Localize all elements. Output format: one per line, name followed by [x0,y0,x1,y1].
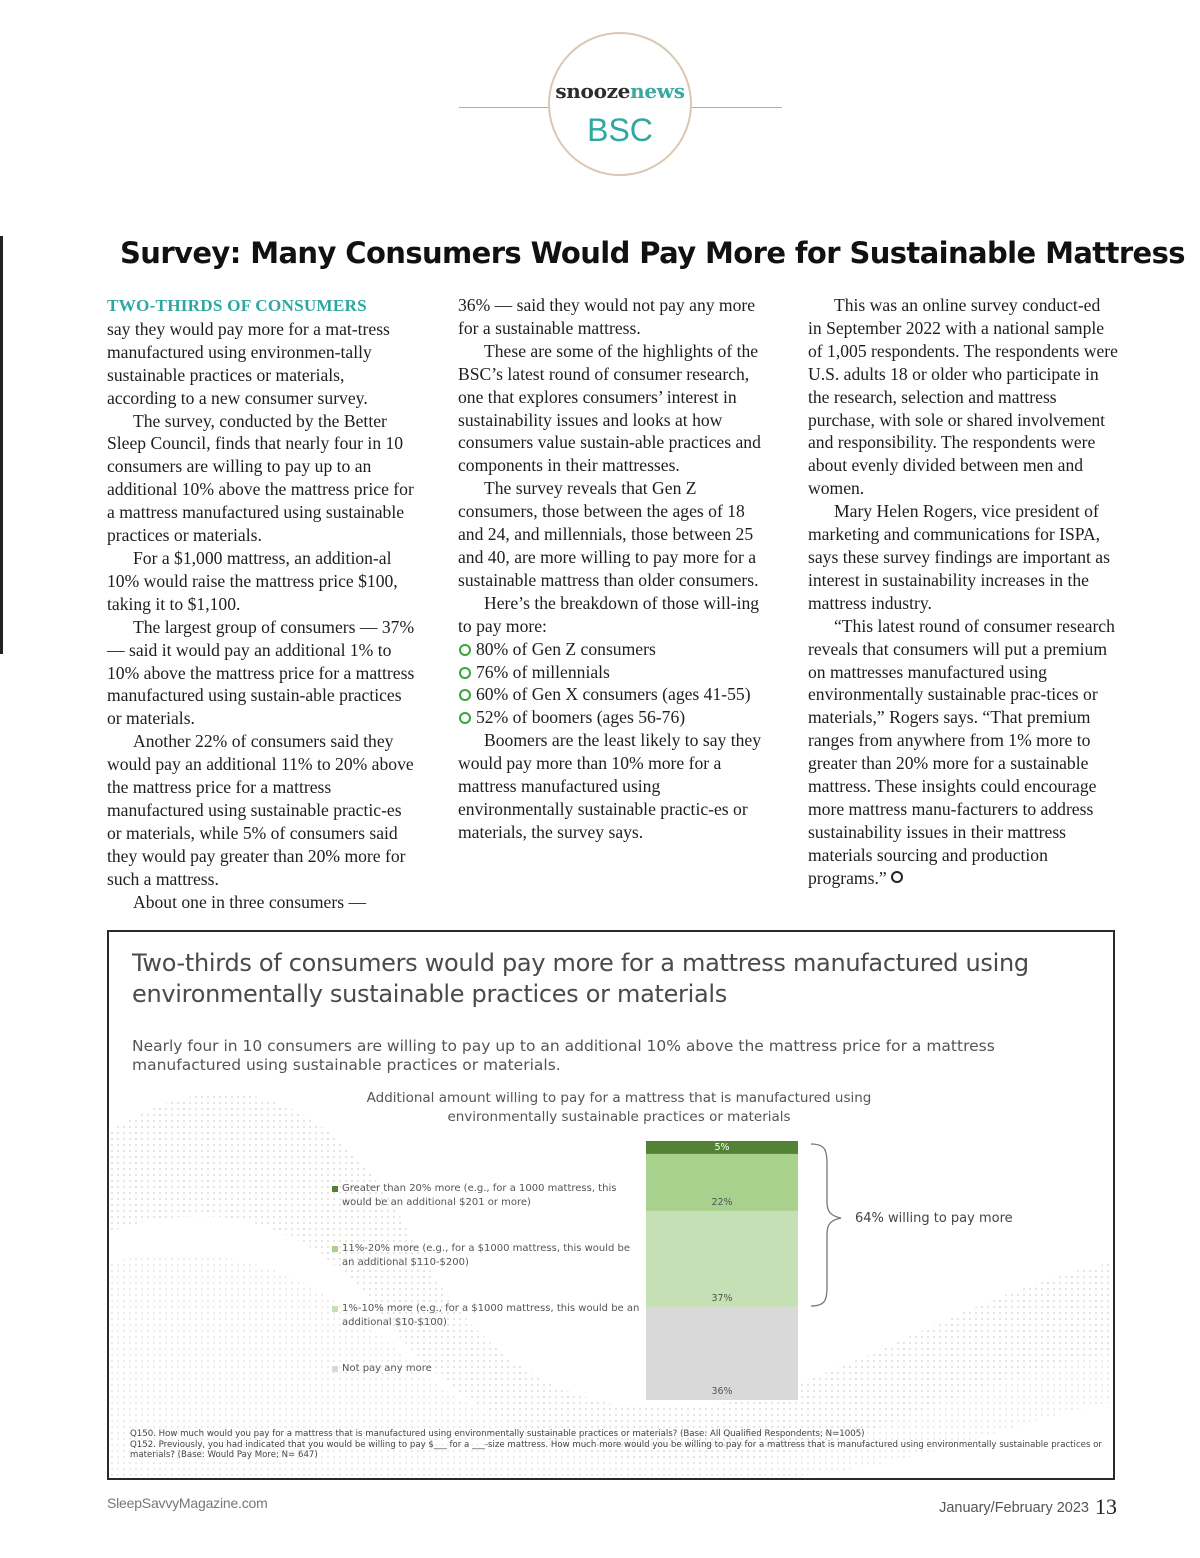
page-number: 13 [1095,1494,1117,1519]
left-margin-rule [0,236,3,654]
paragraph: “This latest round of consumer research reveals that consumers will put a premium on mattresses manufactured using environmentally sustainable prac-tices or materials,” Rogers says. “That premium ranges from anywhere from 1% more to greater than 20% more for a sustainable mattress. These insights could encourage more mattress manu-facturers to address sustainability issues in their mattress materials sourcing and production programs.” [808,615,1115,888]
chart-footnotes [130,1429,1105,1461]
article-headline: Survey: Many Consumers Would Pay More for Sustainable Mattress [120,236,1185,270]
paragraph: TWO-THIRDS OF CONSUMERS say they would pay more for a mat-tress manufactured using environmen-tally sustainable practices or materials, according to a new consumer survey. [107,296,390,408]
list-item: 76% of millennials [458,661,768,684]
paragraph: The survey reveals that Gen Z consumers, those between the ages of 18 and 24, and millennials, those between 25 and 40, are more willing to pay more for a sustainable mattress than older consumers. [458,478,759,590]
end-mark-icon [891,871,903,883]
paragraph: These are some of the highlights of the BSC’s latest round of consumer research, one that explores consumers’ interest in sustainability issues and looks at how consumers value sustain-able practices and components in their mattresses. [458,340,761,476]
paragraph: The largest group of consumers — 37% — said it would pay an additional 1% to 10% above the mattress price for a mattress manufactured using sustain-able practices or materials. [107,616,415,729]
legend-entry-1-10: 1%-10% more (e.g., for a $1000 mattress, this would be an additional $10-$100) [332,1302,642,1330]
paragraph: About one in three consumers — [133,891,367,912]
paragraph: 36% — said they would not pay any more for a sustainable mattress. [458,295,756,338]
segment-value-label: 36% [711,1386,733,1397]
paragraph: Mary Helen Rogers, vice president of marketing and communications for ISPA, says these survey findings are important as interest in sustainability increases in the mattress industry. [808,501,1110,613]
snoozenews-logo [548,32,692,176]
footnote-q152: Q152. Previously, you had indicated that you would be willing to pay $___ for a ___-size mattress. How much more would you be willing to pay for a mattress that is manufactured using environmentally sustainable practices or materials? (Base: Would Pay More; N= 647) [130,1439,1102,1460]
article-column-3 [808,294,1118,890]
paragraph: This was an online survey conduct-ed in September 2022 with a national sample of 1,005 respondents. The respondents were U.S. adults 18 or older who participate in the research, selection and mattress purchase, with sole or shared involvement and responsibility. The respondents were about evenly divided between men and women. [808,295,1118,499]
paragraph: The survey, conducted by the Better Sleep Council, finds that nearly four in 10 consumers are willing to pay up to an additional 10% above the mattress price for a mattress manufactured using sustainable practices or materials. [107,410,414,546]
survey-chart [107,930,1115,1480]
segment-value-label: 37% [711,1292,733,1304]
paragraph: Here’s the breakdown of those will-ing to pay more: [458,592,760,636]
willing-annotation: 64% willing to pay more [855,1211,1013,1226]
logo-wordmark: snoozenews [555,79,685,103]
paragraph: Boomers are the least likely to say they would pay more than 10% more for a mattress manufactured using environmentally sustainable practic-es or materials, the survey says. [458,730,762,842]
logo-badge: BSC [587,112,653,148]
legend-entry-gt20: Greater than 20% more (e.g., for a 1000 mattress, this would be an additional $201 or more) [332,1182,642,1210]
segment-value-label: 5% [714,1142,730,1153]
breakdown-list [458,638,768,730]
list-item: 80% of Gen Z consumers [458,638,768,661]
paragraph: Another 22% of consumers said they would pay an additional 11% to 20% above the mattress price for a mattress manufactured using sustainable practic-es or materials, while 5% of consumers said they would pay greater than 20% more for such a mattress. [107,731,414,889]
list-item: 60% of Gen X consumers (ages 41-55) [458,683,768,706]
chart-title: Additional amount willing to pay for a mattress that is manufactured using environmentally sustainable practices or materials [366,1090,872,1125]
paragraph: For a $1,000 mattress, an addition-al 10% would raise the mattress price $100, taking it to $1,100. [107,547,398,614]
footer-site: SleepSavvyMagazine.com [107,1495,268,1511]
footer-issue: January/February 2023 13 [939,1494,1117,1519]
article-column-2 [458,294,768,844]
chart-headline: Two-thirds of consumers would pay more for a mattress manufactured using environmentally sustainable practices or materials [132,949,1029,1008]
footnote-q150: Q150. How much would you pay for a mattress that is manufactured using environmentally sustainable practices or materials? (Base: All Qualified Respondents; N=1005) [130,1429,865,1439]
list-item: 52% of boomers (ages 56-76) [458,706,768,729]
chart-subtitle: Nearly four in 10 consumers are willing to pay up to an additional 10% above the mattress price for a mattress manufactured using sustainable practices or materials. [132,1037,995,1074]
segment-value-label: 22% [711,1196,733,1208]
legend-entry-11-20: 11%-20% more (e.g., for a $1000 mattress, this would be an additional $110-$200) [332,1242,642,1270]
article-column-1 [107,294,417,913]
brace-icon [109,932,1113,1478]
legend-entry-none: Not pay any more [332,1362,642,1376]
lead-caps: TWO-THIRDS OF CONSUMERS [107,296,367,315]
